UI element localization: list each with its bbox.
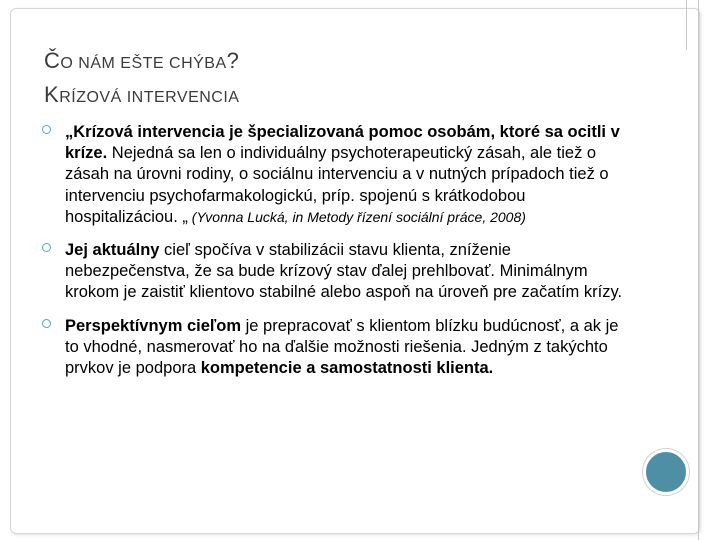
slide-title bbox=[44, 44, 664, 112]
title-1-cap: Č bbox=[44, 48, 61, 73]
decorative-circle-icon bbox=[643, 449, 689, 495]
list-item bbox=[42, 240, 632, 304]
title-line-1 bbox=[44, 44, 664, 78]
bullet-2-body: cieľ spočíva v stabilizácii stavu klienta, zníženie nebezpečenstva, že sa bude krízový stav ďalej prehlbovať. Minimálnym krokom je zaistiť klientovo stabilné alebo aspoň na úroveň pre začatím krízy. bbox=[65, 241, 623, 302]
list-item bbox=[42, 316, 632, 380]
bullet-1-body: Nejedná sa len o individuálny psychoterapeutický zásah, ale tiež o zásah na úrovni rodiny, o sociálnu intervenciu a v nutných prípadoch tiež o intervenciu psychofarmakologickú, príp. spojenú s krátkodobou hospitalizáciou. „ bbox=[65, 144, 609, 226]
bullet-3-bold-end: kompetencie a samostatnosti klienta. bbox=[200, 359, 494, 378]
title-2-cap: K bbox=[44, 82, 60, 107]
title-1-text: O NÁM EŠTE CHÝBA bbox=[60, 55, 227, 72]
bullet-text bbox=[65, 122, 632, 228]
list-item bbox=[42, 122, 632, 228]
citation: (Yvonna Lucká, in Metody řízení sociální práce, 2008) bbox=[187, 208, 526, 225]
bullet-3-bold: Perspektívnym cieľom bbox=[65, 316, 242, 335]
bullet-icon bbox=[42, 125, 51, 134]
bullet-list bbox=[42, 122, 632, 391]
bullet-1-bold: „Krízová intervencia je špecializovaná pomoc osobám, ktoré sa ocitli v kríze. bbox=[65, 123, 620, 163]
title-1-mark: ? bbox=[226, 48, 240, 73]
title-2-text: RÍZOVÁ INTERVENCIA bbox=[59, 89, 240, 106]
bullet-text bbox=[65, 316, 632, 380]
bullet-2-bold: Jej aktuálny bbox=[65, 241, 160, 260]
bullet-3-body: je prepracovať s klientom blízku budúcnosť, a ak je to vhodné, nasmerovať ho na ďalšie možnosti riešenia. Jedným z takýchto prvkov je podpora bbox=[65, 316, 619, 378]
right-rule bbox=[698, 0, 699, 540]
title-line-2 bbox=[44, 78, 664, 112]
bullet-text bbox=[65, 240, 632, 304]
bullet-icon bbox=[42, 319, 51, 328]
top-rule bbox=[686, 0, 687, 50]
bullet-icon bbox=[42, 243, 51, 252]
